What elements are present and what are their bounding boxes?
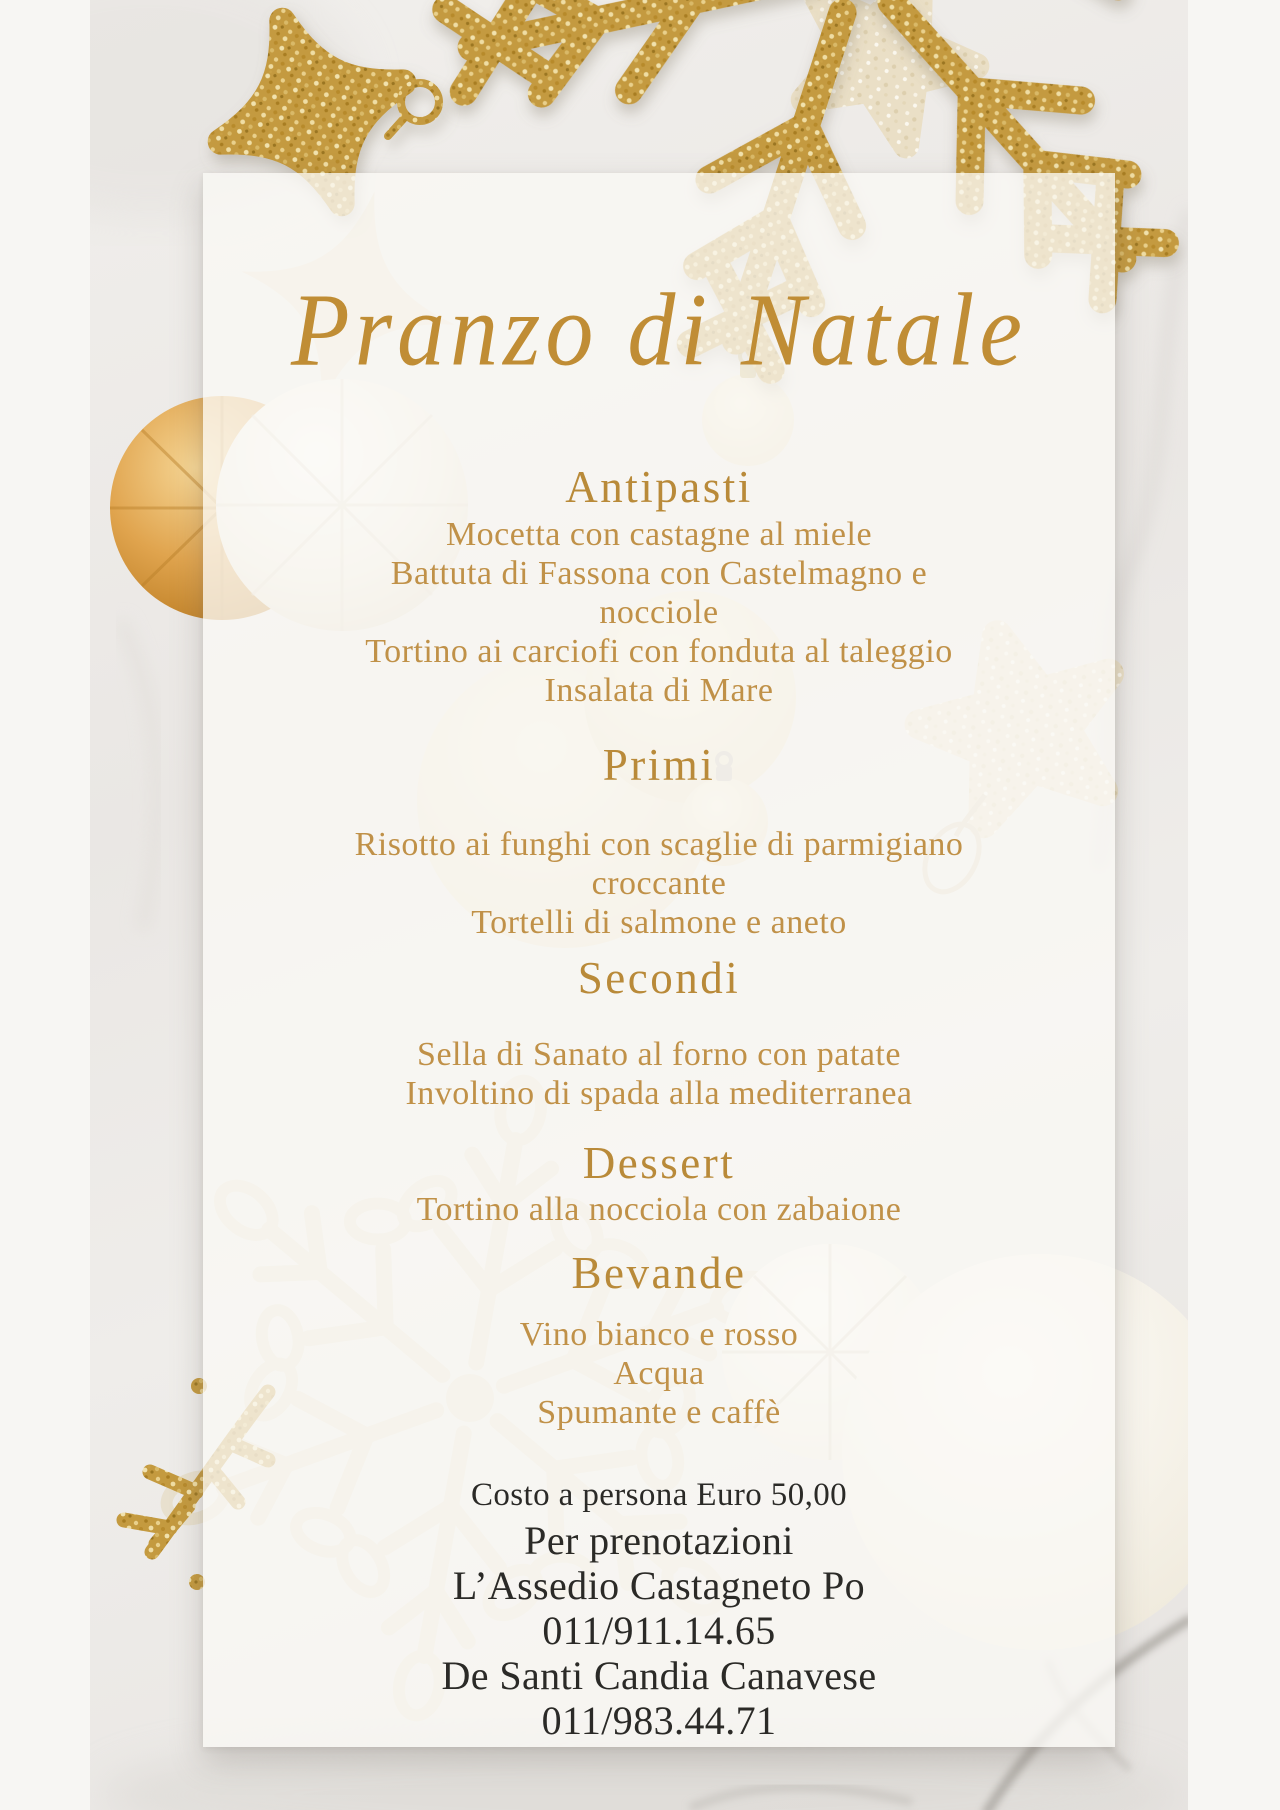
section-heading-primi: Primi: [602, 740, 716, 790]
section-items-antipasti: [203, 515, 1115, 710]
phone-number-2: 011/983.44.71: [541, 1698, 777, 1743]
menu-item-line: Acqua: [613, 1355, 705, 1392]
section-items-dessert: [203, 1190, 1115, 1229]
menu-item-line: Mocetta con castagne al miele: [445, 516, 873, 553]
menu-item-line: Tortino ai carciofi con fonduta al taleggio: [365, 633, 953, 670]
menu-item-line: Involtino di spada alla mediterranea: [405, 1075, 913, 1112]
menu-item-line: Spumante e caffè: [537, 1394, 781, 1431]
section-heading-antipasti: Antipasti: [565, 462, 753, 512]
menu-item-line: Tortino alla nocciola con zabaione: [416, 1191, 902, 1228]
section-heading-dessert: Dessert: [582, 1138, 736, 1188]
menu-item-line: Vino bianco e rosso: [519, 1316, 799, 1353]
section-heading-bevande: Bevande: [571, 1248, 747, 1298]
section-items-primi: [203, 825, 1115, 942]
reservation-label: Per prenotazioni: [524, 1518, 794, 1563]
section-items-secondi: [203, 1035, 1115, 1113]
footer-block: [203, 1473, 1115, 1743]
menu-item-line: Battuta di Fassona con Castelmagno e: [390, 555, 928, 592]
menu-item-line: Sella di Sanato al forno con patate: [417, 1036, 901, 1073]
menu-item-line: Tortelli di salmone e aneto: [471, 904, 847, 941]
section-heading-secondi: Secondi: [577, 953, 741, 1003]
price-line: Costo a persona Euro 50,00: [470, 1477, 848, 1513]
menu-item-line: croccante: [591, 865, 727, 902]
phone-number-1: 011/911.14.65: [542, 1608, 776, 1653]
section-items-bevande: [203, 1315, 1115, 1432]
venue-name-2: De Santi Candia Canavese: [441, 1653, 877, 1698]
menu-item-line: Insalata di Mare: [544, 672, 774, 709]
menu-item-line: nocciole: [599, 594, 719, 631]
menu-item-line: Risotto ai funghi con scaglie di parmigiano: [354, 826, 964, 863]
venue-name-1: L’Assedio Castagneto Po: [452, 1563, 866, 1608]
menu-title: Pranzo di Natale: [290, 271, 1027, 388]
